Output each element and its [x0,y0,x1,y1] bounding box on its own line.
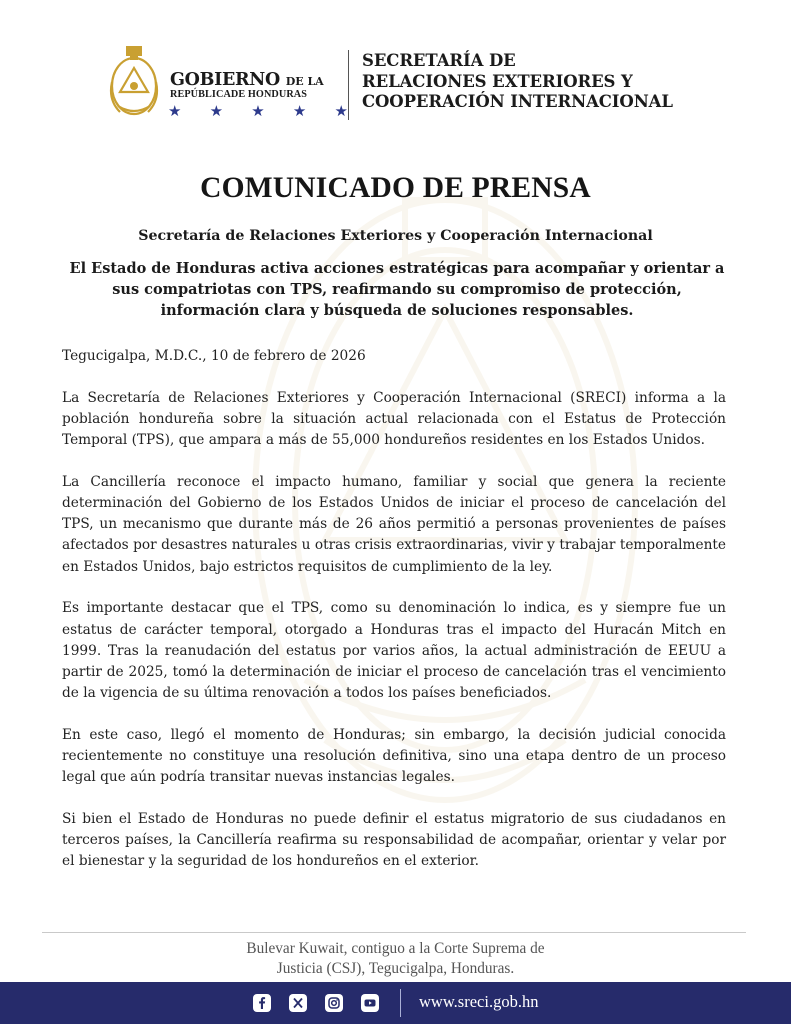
document-title: COMUNICADO DE PRENSA [200,172,591,204]
body-paragraph: En este caso, llegó el momento de Honduras; sin embargo, la decisión judicial conocida recientemente no constituye una resolución definitiva, sino una etapa dentro de un proceso legal que aún podría transitar nuevas instancias legales. [62,726,726,786]
dateline: Tegucigalpa, M.D.C., 10 de febrero de 2026 [62,348,366,364]
body-paragraph: Si bien el Estado de Honduras no puede definir el estatus migratorio de sus ciudadanos en terceros países, la Cancillería reafirma su responsabilidad de acompañar, orientar y velar por el bienestar y la seguridad de los hondureños en el exterior. [62,810,726,870]
document-body [62,346,726,893]
footer-divider [42,932,746,933]
footer-bar-divider [400,989,401,1017]
government-wordmark [170,70,345,100]
star-icon: ★ [334,102,348,120]
star-icon: ★ [251,102,265,120]
social-links [249,990,383,1016]
address-line: Justicia (CSJ), Tegucigalpa, Honduras. [276,959,515,977]
gov-main-text: GOBIERNO [170,70,280,90]
document-subtitle: Secretaría de Relaciones Exteriores y Cooperación Internacional [138,228,653,244]
gov-small-text: DE LA [285,75,324,88]
address-line: Bulevar Kuwait, contiguo a la Corte Suprema de [246,940,545,957]
ministry-name [362,51,673,113]
star-icon: ★ [168,102,182,120]
stars-row [168,102,348,120]
body-paragraph: Es importante destacar que el TPS, como su denominación lo indica, es y siempre fue un estatus de carácter temporal, otorgado a Honduras tras el impacto del Huracán Mitch en 1999. Tras la reanudación del estatus por varios años, la actual administración de EEUU a partir de 2025, tomó la determinación de iniciar el proceso de cancelación tras el vencimiento de la vigencia de su última renovación a todos los países beneficiados. [62,600,726,702]
body-paragraph: La Cancillería reconoce el impacto humano, familiar y social que genera la reciente determinación del Gobierno de los Estados Unidos de iniciar el proceso de cancelación del TPS, un mecanismo que durante más de 26 años permitió a personas provenientes de países afectados por desastres naturales u otras crisis extraordinarias, vivir y trabajar temporalmente en Estados Unidos, bajo estrictos requisitos de cumplimiento de la ley. [62,473,726,575]
ministry-line: RELACIONES EXTERIORES Y [362,71,633,91]
header-divider [348,50,349,120]
x-icon[interactable] [285,990,311,1016]
body-paragraph: La Secretaría de Relaciones Exteriores y Cooperación Internacional (SRECI) informa a la población hondureña sobre la situación actual relacionada con el Estatus de Protección Temporal (TPS), que ampara a más de 55,000 hondureños residentes en los Estados Unidos. [62,389,726,449]
youtube-icon[interactable] [357,990,383,1016]
honduras-coat-of-arms-icon [104,42,164,120]
gov-sub-text: REPÚBLICADE HONDURAS [170,89,307,100]
footer-bar [0,982,791,1024]
facebook-icon[interactable] [249,990,275,1016]
website-link[interactable]: www.sreci.gob.hn [419,992,539,1011]
star-icon: ★ [209,102,224,120]
star-icon: ★ [292,102,307,120]
ministry-line: COOPERACIÓN INTERNACIONAL [362,92,673,111]
document-headline: El Estado de Honduras activa acciones estratégicas para acompañar y orientar a sus compatriotas con TPS, reafirmando su compromiso de protección, información clara y búsqueda de soluciones responsables. [69,260,725,319]
ministry-line: SECRETARÍA DE [362,51,516,70]
footer-address [0,939,791,978]
instagram-icon[interactable] [321,990,347,1016]
